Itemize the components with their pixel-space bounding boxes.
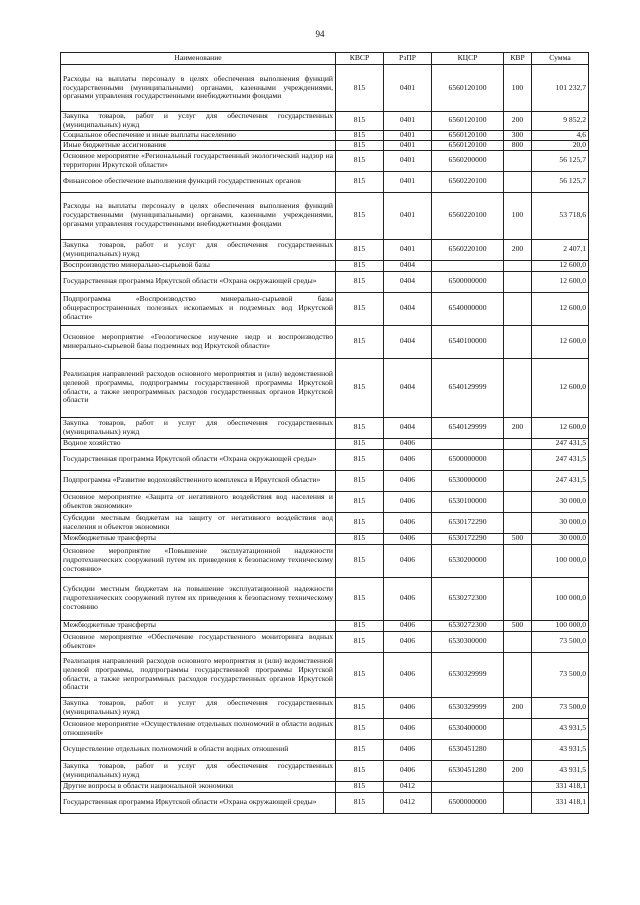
cell-rzpr: 0404 [384,260,432,271]
cell-kvsr: 815 [336,65,384,112]
cell-name: Государственная программа Иркутской области «Охрана окружающей среды» [61,792,336,813]
cell-kvr [504,260,532,271]
table-row [61,358,589,417]
cell-kcsr [432,781,504,792]
cell-sum: 30 000,0 [532,512,589,533]
cell-rzpr: 0406 [384,470,432,491]
table-row [61,792,589,813]
cell-name: Закупка товаров, работ и услуг для обеспечения государственных (муниципальных) нужд [61,697,336,718]
cell-kvr: 300 [504,130,532,140]
table-row [61,292,589,325]
cell-sum: 12 600,0 [532,271,589,292]
cell-kcsr: 6530272300 [432,620,504,631]
cell-sum: 247 431,5 [532,470,589,491]
cell-rzpr: 0401 [384,239,432,260]
cell-kvsr: 815 [336,718,384,739]
cell-name: Иные бюджетные ассигнования [61,140,336,150]
cell-sum: 247 431,5 [532,438,589,449]
cell-rzpr: 0404 [384,292,432,325]
cell-kvr [504,739,532,760]
table-row [61,470,589,491]
cell-name: Расходы на выплаты персоналу в целях обеспечения выполнения функций государственными (муниципальными) органами, казенными учреждениями, органами управления государственными внебюджетными фондами [61,192,336,239]
table-row [61,577,589,620]
cell-rzpr: 0401 [384,140,432,150]
cell-kvsr: 815 [336,192,384,239]
cell-kvr: 200 [504,112,532,131]
cell-kvsr: 815 [336,760,384,781]
table-row [61,192,589,239]
cell-name: Основное мероприятие «Обеспечение государственного мониторинга водных объектов» [61,631,336,652]
table-row [61,491,589,512]
cell-sum: 43 931,5 [532,760,589,781]
cell-kvsr: 815 [336,544,384,577]
table-row [61,718,589,739]
cell-name: Основное мероприятие «Осуществление отдельных полномочий в области водных отношений» [61,718,336,739]
cell-kvr [504,171,532,192]
cell-sum: 2 407,1 [532,239,589,260]
cell-kcsr: 6540129999 [432,417,504,438]
cell-rzpr: 0401 [384,130,432,140]
cell-sum: 12 600,0 [532,325,589,358]
cell-kvr [504,577,532,620]
table-row [61,112,589,131]
cell-kvsr: 815 [336,491,384,512]
cell-name: Подпрограмма «Развитие водохозяйственного комплекса в Иркутской области» [61,470,336,491]
cell-sum: 100 000,0 [532,544,589,577]
cell-rzpr: 0406 [384,512,432,533]
cell-rzpr: 0406 [384,652,432,697]
cell-sum: 56 125,7 [532,171,589,192]
cell-rzpr: 0401 [384,192,432,239]
cell-kvsr: 815 [336,171,384,192]
cell-kvr: 500 [504,533,532,544]
cell-kvr [504,325,532,358]
cell-name: Межбюджетные трансферты [61,533,336,544]
table-row [61,325,589,358]
cell-kcsr: 6540000000 [432,292,504,325]
cell-kcsr: 6530400000 [432,718,504,739]
cell-kvsr: 815 [336,417,384,438]
table-row [61,652,589,697]
cell-kvsr: 815 [336,781,384,792]
cell-kvr [504,512,532,533]
cell-kcsr: 6530300000 [432,631,504,652]
cell-rzpr: 0404 [384,325,432,358]
cell-rzpr: 0406 [384,438,432,449]
cell-sum: 12 600,0 [532,417,589,438]
cell-kvsr: 815 [336,130,384,140]
cell-kvsr: 815 [336,438,384,449]
cell-kcsr: 6560220100 [432,171,504,192]
cell-kcsr: 6560220100 [432,239,504,260]
table-row [61,150,589,171]
cell-name: Основное мероприятие «Повышение эксплуатационной надежности гидротехнических сооружений путем их приведения к безопасному техническому состоянию» [61,544,336,577]
cell-sum: 101 232,7 [532,65,589,112]
cell-kcsr: 6530451280 [432,739,504,760]
header-name: Наименование [61,53,336,65]
cell-rzpr: 0401 [384,65,432,112]
table-row [61,130,589,140]
cell-kcsr: 6530172290 [432,533,504,544]
cell-kcsr: 6530000000 [432,470,504,491]
cell-kvsr: 815 [336,260,384,271]
header-rzpr: РзПР [384,53,432,65]
table-row [61,544,589,577]
cell-rzpr: 0404 [384,271,432,292]
header-sum: Сумма [532,53,589,65]
table-row [61,271,589,292]
table-row [61,781,589,792]
cell-name: Подпрограмма «Воспроизводство минерально-сырьевой базы общераспространенных полезных ископаемых и подземных вод Иркутской области» [61,292,336,325]
cell-rzpr: 0401 [384,112,432,131]
cell-name: Финансовое обеспечение выполнения функций государственных органов [61,171,336,192]
cell-name: Социальное обеспечение и иные выплаты населению [61,130,336,140]
cell-name: Государственная программа Иркутской области «Охрана окружающей среды» [61,449,336,470]
cell-sum: 100 000,0 [532,620,589,631]
cell-kcsr: 6500000000 [432,449,504,470]
table-row [61,533,589,544]
cell-sum: 43 931,5 [532,718,589,739]
cell-kvsr: 815 [336,140,384,150]
table-row [61,239,589,260]
cell-sum: 247 431,5 [532,449,589,470]
cell-name: Субсидии местным бюджетам на защиту от негативного воздействия вод населения и объектов экономики [61,512,336,533]
cell-kcsr: 6530329999 [432,697,504,718]
cell-rzpr: 0406 [384,449,432,470]
cell-sum: 56 125,7 [532,150,589,171]
table-row [61,620,589,631]
table-row [61,512,589,533]
cell-name: Межбюджетные трансферты [61,620,336,631]
cell-sum: 9 852,2 [532,112,589,131]
cell-kvsr: 815 [336,112,384,131]
header-kvsr: КВСР [336,53,384,65]
cell-kvr [504,292,532,325]
table-row [61,739,589,760]
cell-kvr [504,491,532,512]
cell-sum: 43 931,5 [532,739,589,760]
cell-kvsr: 815 [336,470,384,491]
cell-kcsr: 6540100000 [432,325,504,358]
header-kcsr: КЦСР [432,53,504,65]
cell-name: Государственная программа Иркутской области «Охрана окружающей среды» [61,271,336,292]
cell-name: Закупка товаров, работ и услуг для обеспечения государственных (муниципальных) нужд [61,112,336,131]
cell-name: Осуществление отдельных полномочий в области водных отношений [61,739,336,760]
cell-kvr [504,271,532,292]
header-kvr: КВР [504,53,532,65]
cell-kcsr: 6500000000 [432,271,504,292]
table-row [61,449,589,470]
cell-rzpr: 0412 [384,781,432,792]
cell-kvr [504,631,532,652]
cell-rzpr: 0406 [384,760,432,781]
cell-kcsr: 6560120100 [432,65,504,112]
cell-kvr [504,438,532,449]
cell-kvr: 500 [504,620,532,631]
cell-kvr [504,150,532,171]
cell-kvsr: 815 [336,620,384,631]
cell-sum: 12 600,0 [532,260,589,271]
cell-name: Закупка товаров, работ и услуг для обеспечения государственных (муниципальных) нужд [61,417,336,438]
table-row [61,171,589,192]
cell-kvr [504,544,532,577]
cell-sum: 30 000,0 [532,533,589,544]
cell-kvsr: 815 [336,533,384,544]
cell-rzpr: 0406 [384,718,432,739]
cell-name: Основное мероприятие «Региональный государственный экологический надзор на территории Иркутской области» [61,150,336,171]
cell-kvr [504,718,532,739]
table-row [61,631,589,652]
cell-name: Воспроизводство минерально-сырьевой базы [61,260,336,271]
cell-rzpr: 0401 [384,171,432,192]
cell-kvsr: 815 [336,150,384,171]
cell-kvr [504,470,532,491]
cell-rzpr: 0406 [384,739,432,760]
cell-sum: 12 600,0 [532,292,589,325]
cell-kcsr: 6530100000 [432,491,504,512]
table-row [61,65,589,112]
cell-kvsr: 815 [336,631,384,652]
cell-kcsr: 6560120100 [432,140,504,150]
cell-kcsr: 6500000000 [432,792,504,813]
cell-rzpr: 0406 [384,544,432,577]
budget-table [60,52,589,814]
cell-name: Основное мероприятие «Защита от негативного воздействия вод населения и объектов экономики» [61,491,336,512]
table-row [61,140,589,150]
cell-rzpr: 0412 [384,792,432,813]
table-row [61,760,589,781]
cell-kvr: 200 [504,697,532,718]
cell-sum: 30 000,0 [532,491,589,512]
cell-rzpr: 0406 [384,533,432,544]
cell-kvr: 200 [504,417,532,438]
cell-kcsr: 6530272300 [432,577,504,620]
cell-kvsr: 815 [336,325,384,358]
cell-rzpr: 0406 [384,620,432,631]
cell-kcsr: 6530200000 [432,544,504,577]
cell-kvr: 200 [504,760,532,781]
cell-kcsr: 6560220100 [432,192,504,239]
cell-kvsr: 815 [336,577,384,620]
cell-kvr: 100 [504,65,532,112]
cell-kcsr: 6560200000 [432,150,504,171]
cell-sum: 4,6 [532,130,589,140]
cell-rzpr: 0404 [384,417,432,438]
cell-kvsr: 815 [336,292,384,325]
cell-kcsr: 6560120100 [432,112,504,131]
cell-kvr [504,449,532,470]
cell-kcsr: 6530451280 [432,760,504,781]
table-body [61,65,589,814]
cell-name: Реализация направлений расходов основного мероприятия и (или) ведомственной целевой программы, подпрограммы государственной программы Иркутской области, а также непрограммных расходов государственных органов Иркутской области [61,358,336,417]
cell-kcsr: 6560120100 [432,130,504,140]
cell-sum: 331 418,1 [532,781,589,792]
cell-sum: 53 718,6 [532,192,589,239]
cell-rzpr: 0406 [384,577,432,620]
cell-rzpr: 0401 [384,150,432,171]
cell-name: Водное хозяйство [61,438,336,449]
cell-name: Закупка товаров, работ и услуг для обеспечения государственных (муниципальных) нужд [61,239,336,260]
cell-name: Закупка товаров, работ и услуг для обеспечения государственных (муниципальных) нужд [61,760,336,781]
page-number: 94 [315,29,325,39]
cell-kvr: 100 [504,192,532,239]
cell-rzpr: 0406 [384,697,432,718]
cell-name: Расходы на выплаты персоналу в целях обеспечения выполнения функций государственными (муниципальными) органами, казенными учреждениями, органами управления государственными внебюджетными фондами [61,65,336,112]
cell-rzpr: 0404 [384,358,432,417]
cell-kvsr: 815 [336,792,384,813]
cell-kcsr [432,438,504,449]
cell-name: Реализация направлений расходов основного мероприятия и (или) ведомственной целевой программы, подпрограммы государственной программы Иркутской области, а также непрограммных расходов государственных органов Иркутской области [61,652,336,697]
cell-kcsr: 6530172290 [432,512,504,533]
cell-kvsr: 815 [336,239,384,260]
cell-kvsr: 815 [336,358,384,417]
cell-kvr: 800 [504,140,532,150]
table-row [61,697,589,718]
cell-kvsr: 815 [336,652,384,697]
cell-kvsr: 815 [336,512,384,533]
cell-kvr [504,781,532,792]
cell-kcsr: 6540129999 [432,358,504,417]
cell-sum: 100 000,0 [532,577,589,620]
cell-sum: 73 500,0 [532,652,589,697]
table-row [61,417,589,438]
cell-kvsr: 815 [336,449,384,470]
cell-name: Другие вопросы в области национальной экономики [61,781,336,792]
cell-sum: 73 500,0 [532,697,589,718]
cell-rzpr: 0406 [384,491,432,512]
cell-kvr [504,652,532,697]
table-header-row [61,53,589,65]
table-row [61,438,589,449]
cell-sum: 12 600,0 [532,358,589,417]
cell-name: Основное мероприятие «Геологическое изучение недр и воспроизводство минерально-сырьевой базы подземных вод Иркутской области» [61,325,336,358]
cell-name: Субсидии местным бюджетам на повышение эксплуатационной надежности гидротехнических сооружений путем их приведения к безопасному техническому состоянию [61,577,336,620]
cell-kcsr [432,260,504,271]
cell-sum: 20,0 [532,140,589,150]
cell-sum: 331 418,1 [532,792,589,813]
cell-rzpr: 0406 [384,631,432,652]
table-row [61,260,589,271]
cell-kvr: 200 [504,239,532,260]
cell-kvsr: 815 [336,697,384,718]
cell-kcsr: 6530329999 [432,652,504,697]
cell-kvsr: 815 [336,739,384,760]
cell-sum: 73 500,0 [532,631,589,652]
cell-kvr [504,792,532,813]
cell-kvr [504,358,532,417]
cell-kvsr: 815 [336,271,384,292]
